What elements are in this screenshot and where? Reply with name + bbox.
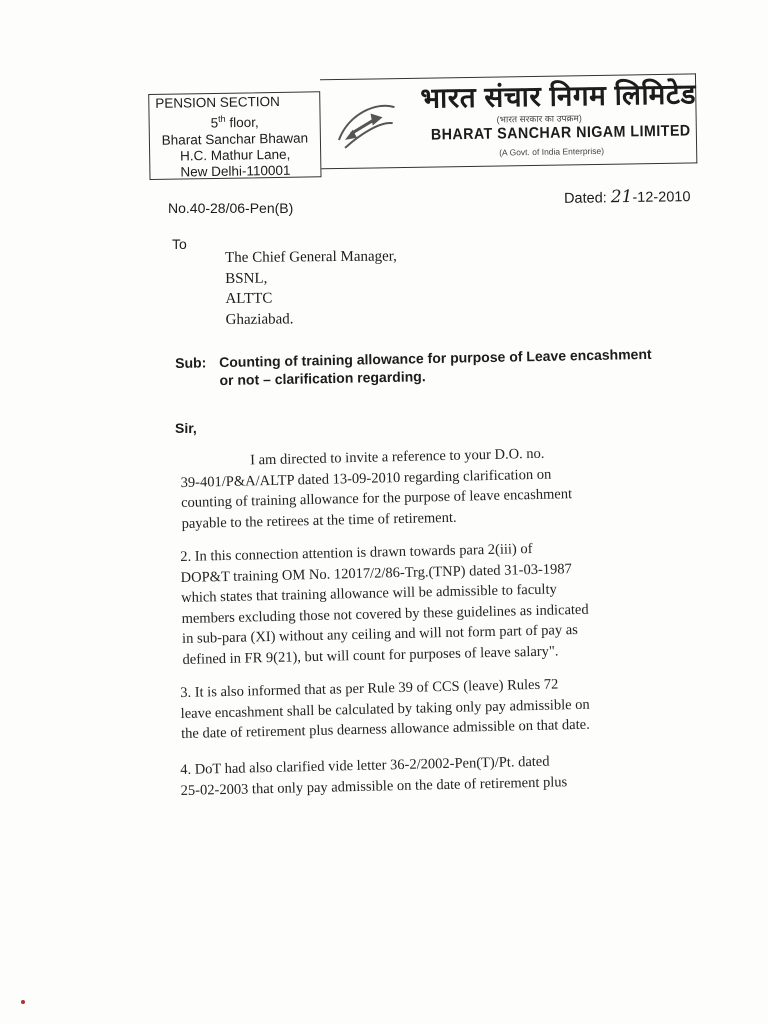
hindi-company-subtitle: (भारत सरकार का उपक्रम) [496, 113, 582, 125]
paragraph-line: DOP&T training OM No. 12017/2/86-Trg.(TNP) dated 31-03-1987 [180, 560, 573, 586]
paragraph-line: 2. In this connection attention is drawn towards para 2(iii) of [180, 541, 533, 565]
subject-line-1: Counting of training allowance for purpose of Leave encashment [219, 345, 652, 371]
to-label: To [172, 236, 187, 252]
paragraph-line: leave encashment shall be calculated by taking only pay admissible on [180, 696, 590, 722]
paragraph-4 [180, 751, 567, 801]
company-brand-box [320, 73, 697, 169]
subject-label: Sub: [175, 354, 207, 371]
date-rest: -12-2010 [632, 189, 691, 206]
paragraph-line: payable to the retirees at the time of retirement. [181, 509, 457, 532]
address-section: PENSION SECTION [155, 93, 280, 111]
recipient-line: The Chief General Manager, [225, 248, 397, 266]
sender-address-box [148, 91, 321, 180]
address-city: New Delhi-110001 [180, 162, 291, 180]
recipient-line: BSNL, [225, 270, 268, 287]
paragraph-line: 4. DoT had also clarified vide letter 36-2/2002-Pen(T)/Pt. dated [180, 753, 550, 778]
date-label: Dated: [563, 190, 607, 207]
letter-date [564, 186, 691, 208]
hindi-company-name: भारत संचार निगम लिमिटेड [420, 78, 697, 114]
paragraph-line: defined in FR 9(21), but will count for purposes of leave salary". [182, 642, 559, 668]
paragraph-1 [180, 443, 573, 534]
address-building: Bharat Sanchar Bhawan [161, 129, 309, 148]
english-company-name: BHARAT SANCHAR NIGAM LIMITED [430, 122, 691, 144]
paragraph-3 [180, 674, 590, 745]
address-lane: H.C. Mathur Lane, [179, 146, 291, 164]
paragraph-line: 3. It is also informed that as per Rule 39 of CCS (leave) Rules 72 [180, 676, 559, 701]
paragraph-line: 25-02-2003 that only pay admissible on the date of retirement plus [180, 773, 568, 799]
scan-speck [21, 1000, 25, 1004]
address-floor: 5th floor, [210, 113, 259, 131]
subject-line-2: or not – clarification regarding. [219, 368, 426, 389]
letterhead [148, 73, 698, 182]
paragraph-line: I am directed to invite a reference to your D.O. no. [250, 445, 545, 469]
salutation: Sir, [175, 420, 197, 436]
recipient-line: Ghaziabad. [225, 310, 294, 328]
govt-enterprise-subtitle: (A Govt. of India Enterprise) [499, 145, 605, 158]
paragraph-line: counting of training allowance for the purpose of leave encashment [180, 486, 573, 511]
recipient-address [225, 247, 398, 330]
subject-block [175, 344, 716, 390]
paragraph-line: in sub-para (XI) without any ceiling and will not form part of pay as [181, 621, 578, 647]
paragraph-line: members excluding those not covered by these guidelines as indicated [181, 601, 589, 627]
paragraph-line: the date of retirement plus dearness allowance admissible on that date. [180, 716, 590, 742]
reference-number: No.40-28/06-Pen(B) [168, 200, 294, 216]
date-day-handwritten: 21 [610, 186, 633, 208]
paragraph-line: 39-401/P&A/ALTP dated 13-09-2010 regarding clarification on [180, 466, 552, 491]
paragraph-line: which states that training allowance will be admissible to faculty [180, 581, 557, 606]
paragraph-2 [180, 538, 590, 670]
bsnl-logo-icon [330, 93, 403, 156]
recipient-line: ALTTC [225, 290, 273, 307]
